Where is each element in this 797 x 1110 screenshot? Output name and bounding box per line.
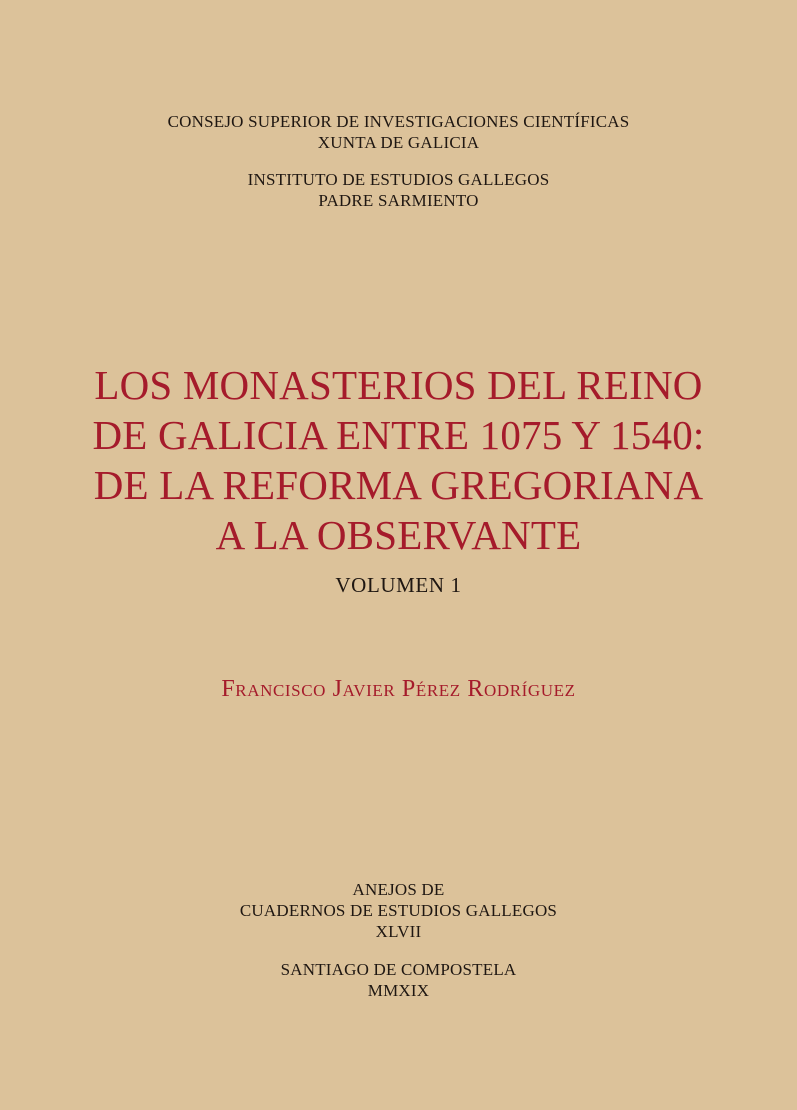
title-line-4: A LA OBSERVANTE [215, 512, 582, 558]
publication-place-date [0, 959, 797, 1001]
institution-line-2: XUNTA DE GALICIA [317, 133, 480, 152]
author-name: Francisco Javier Pérez Rodríguez [221, 676, 576, 702]
publication-year: MMXIX [367, 981, 430, 1000]
publication-place: SANTIAGO DE COMPOSTELA [280, 960, 517, 979]
series-information [0, 879, 797, 942]
title-line-2: DE GALICIA ENTRE 1075 Y 1540: [92, 412, 705, 458]
institute-line-1: INSTITUTO DE ESTUDIOS GALLEGOS [247, 170, 550, 189]
title-line-1: LOS MONASTERIOS DEL REINO [94, 362, 703, 408]
series-line-2: CUADERNOS DE ESTUDIOS GALLEGOS [239, 901, 558, 920]
series-line-3: XLVII [375, 922, 422, 941]
publisher-institutions [0, 111, 797, 153]
book-title [0, 360, 797, 560]
title-line-3: DE LA REFORMA GREGORIANA [93, 462, 704, 508]
volume-label: VOLUMEN 1 [335, 573, 462, 597]
institute-line-2: PADRE SARMIENTO [318, 191, 479, 210]
institution-line-1: CONSEJO SUPERIOR DE INVESTIGACIONES CIENTÍFICAS [167, 112, 630, 131]
series-line-1: ANEJOS DE [352, 880, 445, 899]
publisher-institute [0, 169, 797, 211]
